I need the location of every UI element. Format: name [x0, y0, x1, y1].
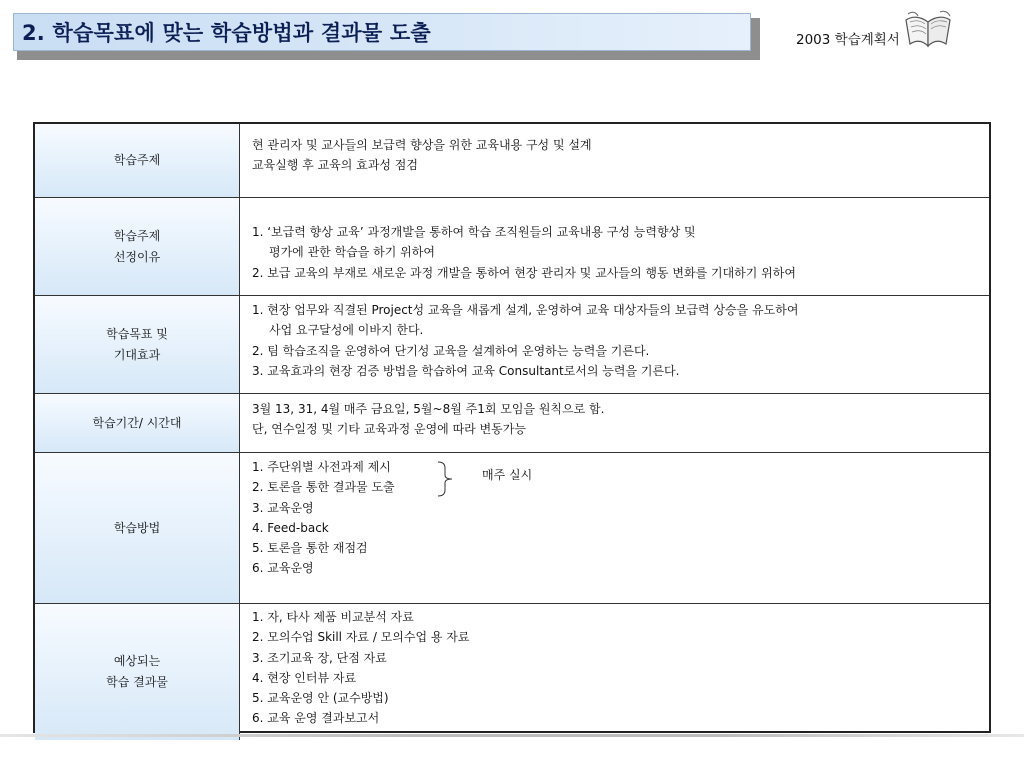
text-line: 2. 보급 교육의 부재로 새로운 과정 개발을 통하여 현장 관리자 및 교사들의 행동 변화를 기대하기 위하여 [252, 265, 796, 280]
text-line: 1. 현장 업무와 직결된 Project성 교육을 새롭게 설계, 운영하여 교육 대상자들의 보급력 상승을 유도하여 [252, 303, 799, 317]
text-line: 4. 현장 인터뷰 자료 [252, 670, 357, 685]
right-brace-icon [436, 461, 458, 497]
text-line: 3. 교육운영 [252, 500, 314, 515]
text-line: 3. 조기교육 장, 단점 자료 [252, 650, 387, 665]
text-line: 1. ‘보급력 향상 교육’ 과정개발을 통하여 학습 조직원들의 교육내용 구성 능력향상 및 [252, 225, 696, 239]
content-method [240, 453, 989, 604]
text-line: 2. 토론을 통한 결과물 도출 [252, 480, 395, 495]
page-title: 2. 학습목표에 맞는 학습방법과 결과물 도출 [22, 21, 431, 45]
text-line: 4. Feed-back [252, 520, 329, 535]
content-period [240, 394, 989, 453]
content-study-topic [240, 124, 989, 198]
text-line: 단, 연수일정 및 기타 교육과정 운영에 따라 변동가능 [252, 422, 526, 437]
footer-divider [0, 734, 1024, 737]
text-line: 1. 자, 타사 제품 비교분석 자료 [252, 610, 414, 624]
text-line: 5. 토론을 통한 재점검 [252, 541, 368, 556]
plan-label: 2003 학습계획서 [796, 32, 900, 48]
label-expected-results: 예상되는 학습 결과물 [35, 604, 240, 740]
label-period: 학습기간/ 시간대 [35, 394, 240, 453]
text-line: 교육실행 후 교육의 효과성 점검 [252, 158, 418, 173]
content-topic-reason [240, 198, 989, 296]
open-book-icon [900, 8, 956, 50]
content-expected-results [240, 604, 989, 740]
text-line: 2. 모의수업 Skill 자료 / 모의수업 용 자료 [252, 630, 470, 645]
text-line: 2. 팀 학습조직을 운영하여 단기성 교육을 설계하여 운영하는 능력을 기른다. [252, 343, 650, 358]
text-line: 1. 주단위별 사전과제 제시 [252, 460, 391, 474]
text-line: 6. 교육운영 [252, 561, 314, 576]
text-line: 6. 교육 운영 결과보고서 [252, 711, 380, 726]
label-topic-reason: 학습주제 선정이유 [35, 198, 240, 296]
text-line: 5. 교육운영 안 (교수방법) [252, 691, 389, 706]
weekly-note: 매주 실시 [482, 468, 533, 482]
content-goals-effects [240, 296, 989, 394]
plan-table [33, 122, 991, 733]
text-line: 3월 13, 31, 4월 매주 금요일, 5월~8월 주1회 모임을 원칙으로 함. [252, 402, 605, 416]
label-method: 학습방법 [35, 453, 240, 604]
text-line: 사업 요구달성에 이바지 한다. [269, 323, 424, 338]
text-line: 3. 교육효과의 현장 검증 방법을 학습하여 교육 Consultant로서의 능력을 기른다. [252, 363, 680, 378]
label-goals-effects: 학습목표 및 기대효과 [35, 296, 240, 394]
label-study-topic: 학습주제 [35, 124, 240, 198]
text-line: 현 관리자 및 교사들의 보급력 향상을 위한 교육내용 구성 및 설계 [252, 138, 592, 152]
text-line: 평가에 관한 학습을 하기 위하여 [269, 245, 435, 260]
title-bar [13, 13, 751, 51]
